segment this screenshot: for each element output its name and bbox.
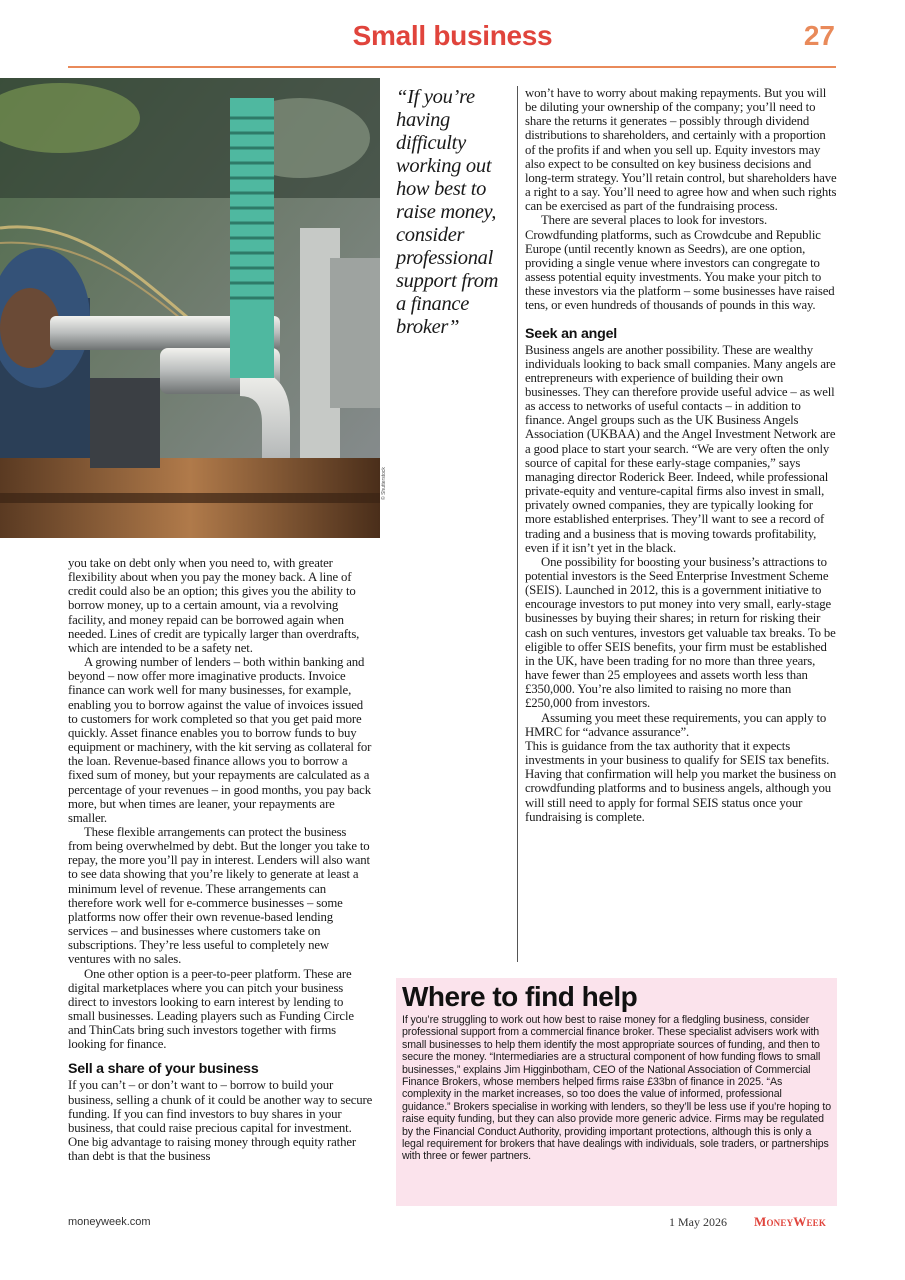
footer-date: 1 May 2026 (669, 1215, 727, 1229)
header-rule (68, 66, 836, 68)
paragraph: One possibility for boosting your business’s attractions to potential investors is the Seed Enterprise Investment Scheme (SEIS). Launched in 2012, this is a government initiative to encourage investors to put money into very small, early-stage businesses by buying their shares; in return for risking their cash on such ventures, investors get valuable tax breaks. To be eligible to offer SEIS benefits, your firm must be established in the UK, have been trading for no more than three years, have fewer than 25 employees and assets worth less than £350,000. You’re also limited to raising no more than £250,000 from investors. (525, 554, 836, 711)
paragraph: This is guidance from the tax authority that it expects investments in your business to qualify for SEIS tax benefits. Having that confirmation will help you market the business on crowdfunding platforms and to business angels, although you will still need to apply for formal SEIS status once your fundraising is complete. (525, 738, 837, 824)
paragraph: Business angels are another possibility. These are wealthy individuals looking to back small companies. Many angels are entrepreneurs with experience of building their own businesses. They can therefore provide useful advice – as well as access to networks of useful contacts – in addition to finance. Angel groups such as the UK Business Angels Association (UKBAA) and the Angel Investment Network are a good place to start your search. “We are very often the only source of capital for these early-stage companies,” says managing director Roderick Beer. Indeed, while professional private-equity and venture-capital firms also invest in small, privately owned companies, they are typically looking for more established enterprises. They’ll want to see a record of trading and a business that is moving towards profitability, even if it isn’t yet in the black. (525, 342, 836, 555)
subheading: Seek an angel (525, 325, 618, 342)
paragraph: If you can’t – or don’t want to – borrow to build your business, selling a chunk of it could be another way to secure funding. If you can find investors to buy shares in your business, that could raise precious capital for investment. One big advantage to raising money through equity rather than debt is that the business (68, 1078, 373, 1164)
help-box-title: Where to find help (402, 981, 638, 1012)
section-title: Small business (352, 20, 553, 51)
paragraph: These flexible arrangements can protect the business from being overwhelmed by debt. But the longer you take to repay, the more you’ll pay in interest. Lenders will also want to see data showing that you’re likely to generate at least a minimum level of revenue. These arrangements can therefore work well for e-commerce businesses – some platforms now offer their own revenue-based lending services – and businesses where customers take on subscriptions. They’re less useful to completely new ventures with no sales. (68, 824, 370, 967)
paragraph: A growing number of lenders – both within banking and beyond – now offer more imaginative products. Invoice finance can work well for many businesses, for example, enabling you to borrow against the value of invoices issued to customers for work completed so that you get paid more quickly. Asset finance enables you to borrow funds to buy equipment or machinery, with the kit serving as collateral for the loan. Revenue-based finance allows you to borrow a fixed sum of money, but your repayments are calculated as a percentage of your revenues – in good months, you pay back more, but when times are leaner, your repayments are smaller. (68, 655, 372, 825)
footer-brand-logo: MoneyWeek (754, 1214, 827, 1229)
paragraph: won’t have to worry about making repayments. But you will be diluting your ownership of the company; you’ll need to share the returns it generates – possibly through dividend distributions to shareholders, and certainly with a proportion of the profits if and when you sell up. Equity investors may also expect to be consulted on key business decisions and long-term strategy. You’ll retain control, but shareholders have a right to a say. You’ll need to agree how and when such rights can be exercised as part of the fundraising process. (525, 86, 837, 214)
article-photo (0, 78, 380, 538)
paragraph: you take on debt only when you need to, with greater flexibility about when you pay the money back. A line of credit could also be an option; this gives you the ability to borrow money, up to a certain amount, via a revolving facility, and money repaid can be borrowed again when needed. Lines of credit are typically larger than overdrafts, which are intended to be a safety net. (68, 556, 360, 655)
photo-credit: © Shutterstock (381, 467, 387, 500)
paragraph: Assuming you meet these requirements, you can apply to HMRC for “advance assurance”. (525, 710, 827, 739)
help-box-body: If you’re struggling to work out how best to raise money for a fledgling business, consider professional support from a commercial finance broker. These specialist advisers work with small businesses to help them identify the most appropriate sources of funding, and then to secure the money. “Intermediaries are a structural component of how funding flows to small businesses,” explains Jim Higginbotham, CEO of the National Association of Commercial Finance Brokers, whose members helped firms raise £33bn of finance in 2025. “As complexity in the market increases, so too does the value of informed, professional guidance.” Brokers specialise in working with lenders, so they’ll be less use if you’re hoping to raise equity funding, but they can also provide more generic advice. Firms may be regulated by the Financial Conduct Authority, providing important protections, although this is only a legal requirement for brokers that have dealings with individuals, sole traders, or partnerships with three or fewer partners. (402, 1014, 831, 1163)
column-divider (517, 86, 518, 962)
pull-quote: “If you’re having difficulty working out how best to raise money, consider professional support from a finance broker” (396, 86, 499, 338)
help-box (396, 978, 837, 1206)
page-number: 27 (803, 20, 835, 51)
paragraph: There are several places to look for investors. Crowdfunding platforms, such as Crowdcube and Republic Europe (until recently known as Seedrs), are one option, providing a single venue where investors can congregate to assess potential equity investments. You make your pitch to these investors via the platform – some businesses have raised tens, or even hundreds of thousands of pounds in this way. (525, 213, 835, 313)
subheading: Sell a share of your business (68, 1061, 259, 1078)
right-column (525, 86, 837, 824)
footer-website: moneyweek.com (68, 1216, 151, 1228)
left-column (68, 556, 373, 1163)
paragraph: One other option is a peer-to-peer platform. These are digital marketplaces where you can pitch your business direct to investors looking to earn interest by lending to small businesses. Leading players such as Funding Circle and ThinCats bring such investors together with firms looking for finance. (68, 966, 354, 1052)
